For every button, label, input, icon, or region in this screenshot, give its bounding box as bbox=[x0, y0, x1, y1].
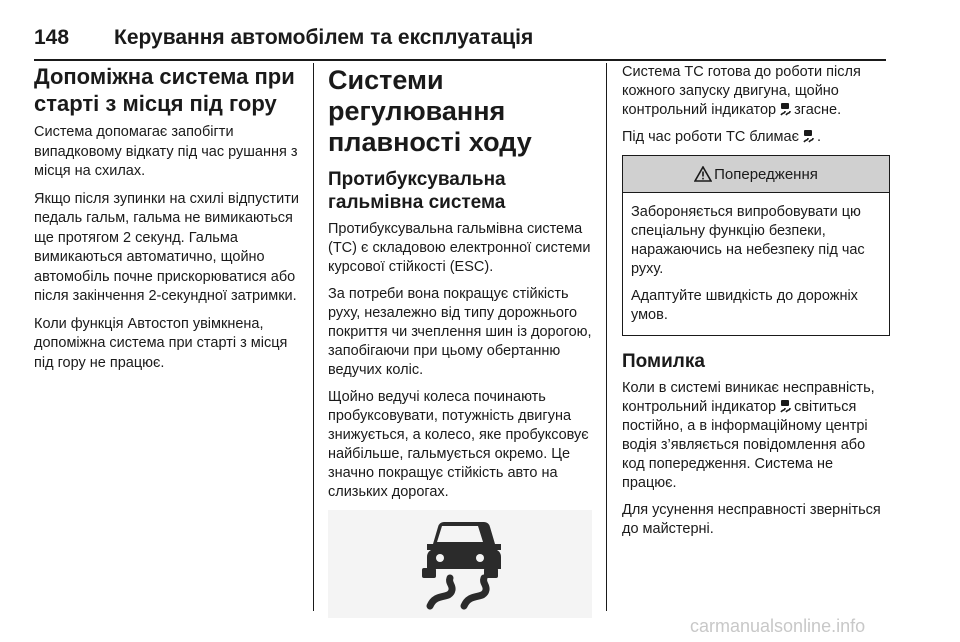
header-rule bbox=[34, 59, 886, 61]
traction-control-indicator-icon bbox=[802, 129, 814, 143]
column-3 bbox=[622, 63, 890, 547]
paragraph: Адаптуйте швидкість до дорожніх умов. bbox=[631, 288, 858, 323]
paragraph: Система TC готова до роботи після кожного запуску двигуна, щойно контрольний індикатор згасне. bbox=[622, 64, 861, 118]
paragraph: За потреби вона покращує стійкість руху, незалежно від типу дорожнього покриття чи зчеплення шин із дорогою, запобігаючи при цьому обертанню ведучих коліс. bbox=[328, 286, 592, 378]
traction-control-illustration bbox=[328, 510, 592, 618]
column-divider-1 bbox=[313, 63, 314, 611]
paragraph: Щойно ведучі колеса починають пробуксовувати, потужність двигуна знижується, а колесо, яке пробуксовує найбільше, гальмується окремо. Це значно покращує стійкість авто на слизьких дорогах. bbox=[328, 389, 589, 500]
paragraph: Для усунення несправності зверніться до майстерні. bbox=[622, 502, 881, 537]
paragraph: Протибуксувальна гальмівна система (TC) є складовою електронної системи курсової стійкості (ESC). bbox=[328, 221, 591, 275]
page-header bbox=[34, 18, 886, 58]
chapter-title: Керування автомобілем та експлуатація bbox=[114, 26, 534, 49]
page-number: 148 bbox=[34, 26, 70, 49]
paragraph: Під час роботи TC блимає . bbox=[622, 129, 822, 145]
section-heading: Системи регулювання плавності ходу bbox=[328, 65, 532, 157]
warning-body bbox=[623, 193, 889, 335]
traction-control-indicator-icon bbox=[779, 102, 791, 116]
traction-control-indicator-icon bbox=[779, 399, 791, 413]
paragraph: Коли функція Автостоп увімкнена, допоміжна система при старті з місця під гору не працює. bbox=[34, 315, 288, 371]
error-heading: Помилка bbox=[622, 351, 705, 372]
watermark: carmanualsonline.info bbox=[690, 616, 866, 636]
column-2 bbox=[328, 63, 596, 618]
paragraph: Забороняється випробовувати цю спеціальну функцію безпеки, наражаючись на небезпеку під час руху. bbox=[631, 204, 865, 277]
column-1 bbox=[34, 63, 304, 381]
warning-title: Попередження bbox=[714, 165, 818, 183]
traction-control-car-icon bbox=[400, 514, 520, 614]
warning-box bbox=[622, 155, 890, 336]
hill-start-assist-heading: Допоміжна система при старті з місця під гору bbox=[34, 64, 295, 116]
warning-header bbox=[623, 156, 889, 193]
warning-triangle-icon bbox=[694, 166, 712, 182]
traction-control-heading: Протибуксувальна гальмівна система bbox=[328, 169, 506, 213]
paragraph: Коли в системі виникає несправність, контрольний індикатор світиться постійно, а в інформаційному центрі водія з’являється повідомлення або код попередження. Система не працює. bbox=[622, 380, 875, 491]
paragraph: Система допомагає запобігти випадковому відкату під час рушання з місця на схилах. bbox=[34, 124, 298, 179]
column-divider-2 bbox=[606, 63, 607, 611]
paragraph: Якщо після зупинки на схилі відпустити педаль гальм, гальма не вимикаються ще протягом 2 секунд. Гальма вимикаються автоматично, щойно автомобіль почне прискорюватися або після закінчення 2-секундної затримки. bbox=[34, 190, 299, 304]
